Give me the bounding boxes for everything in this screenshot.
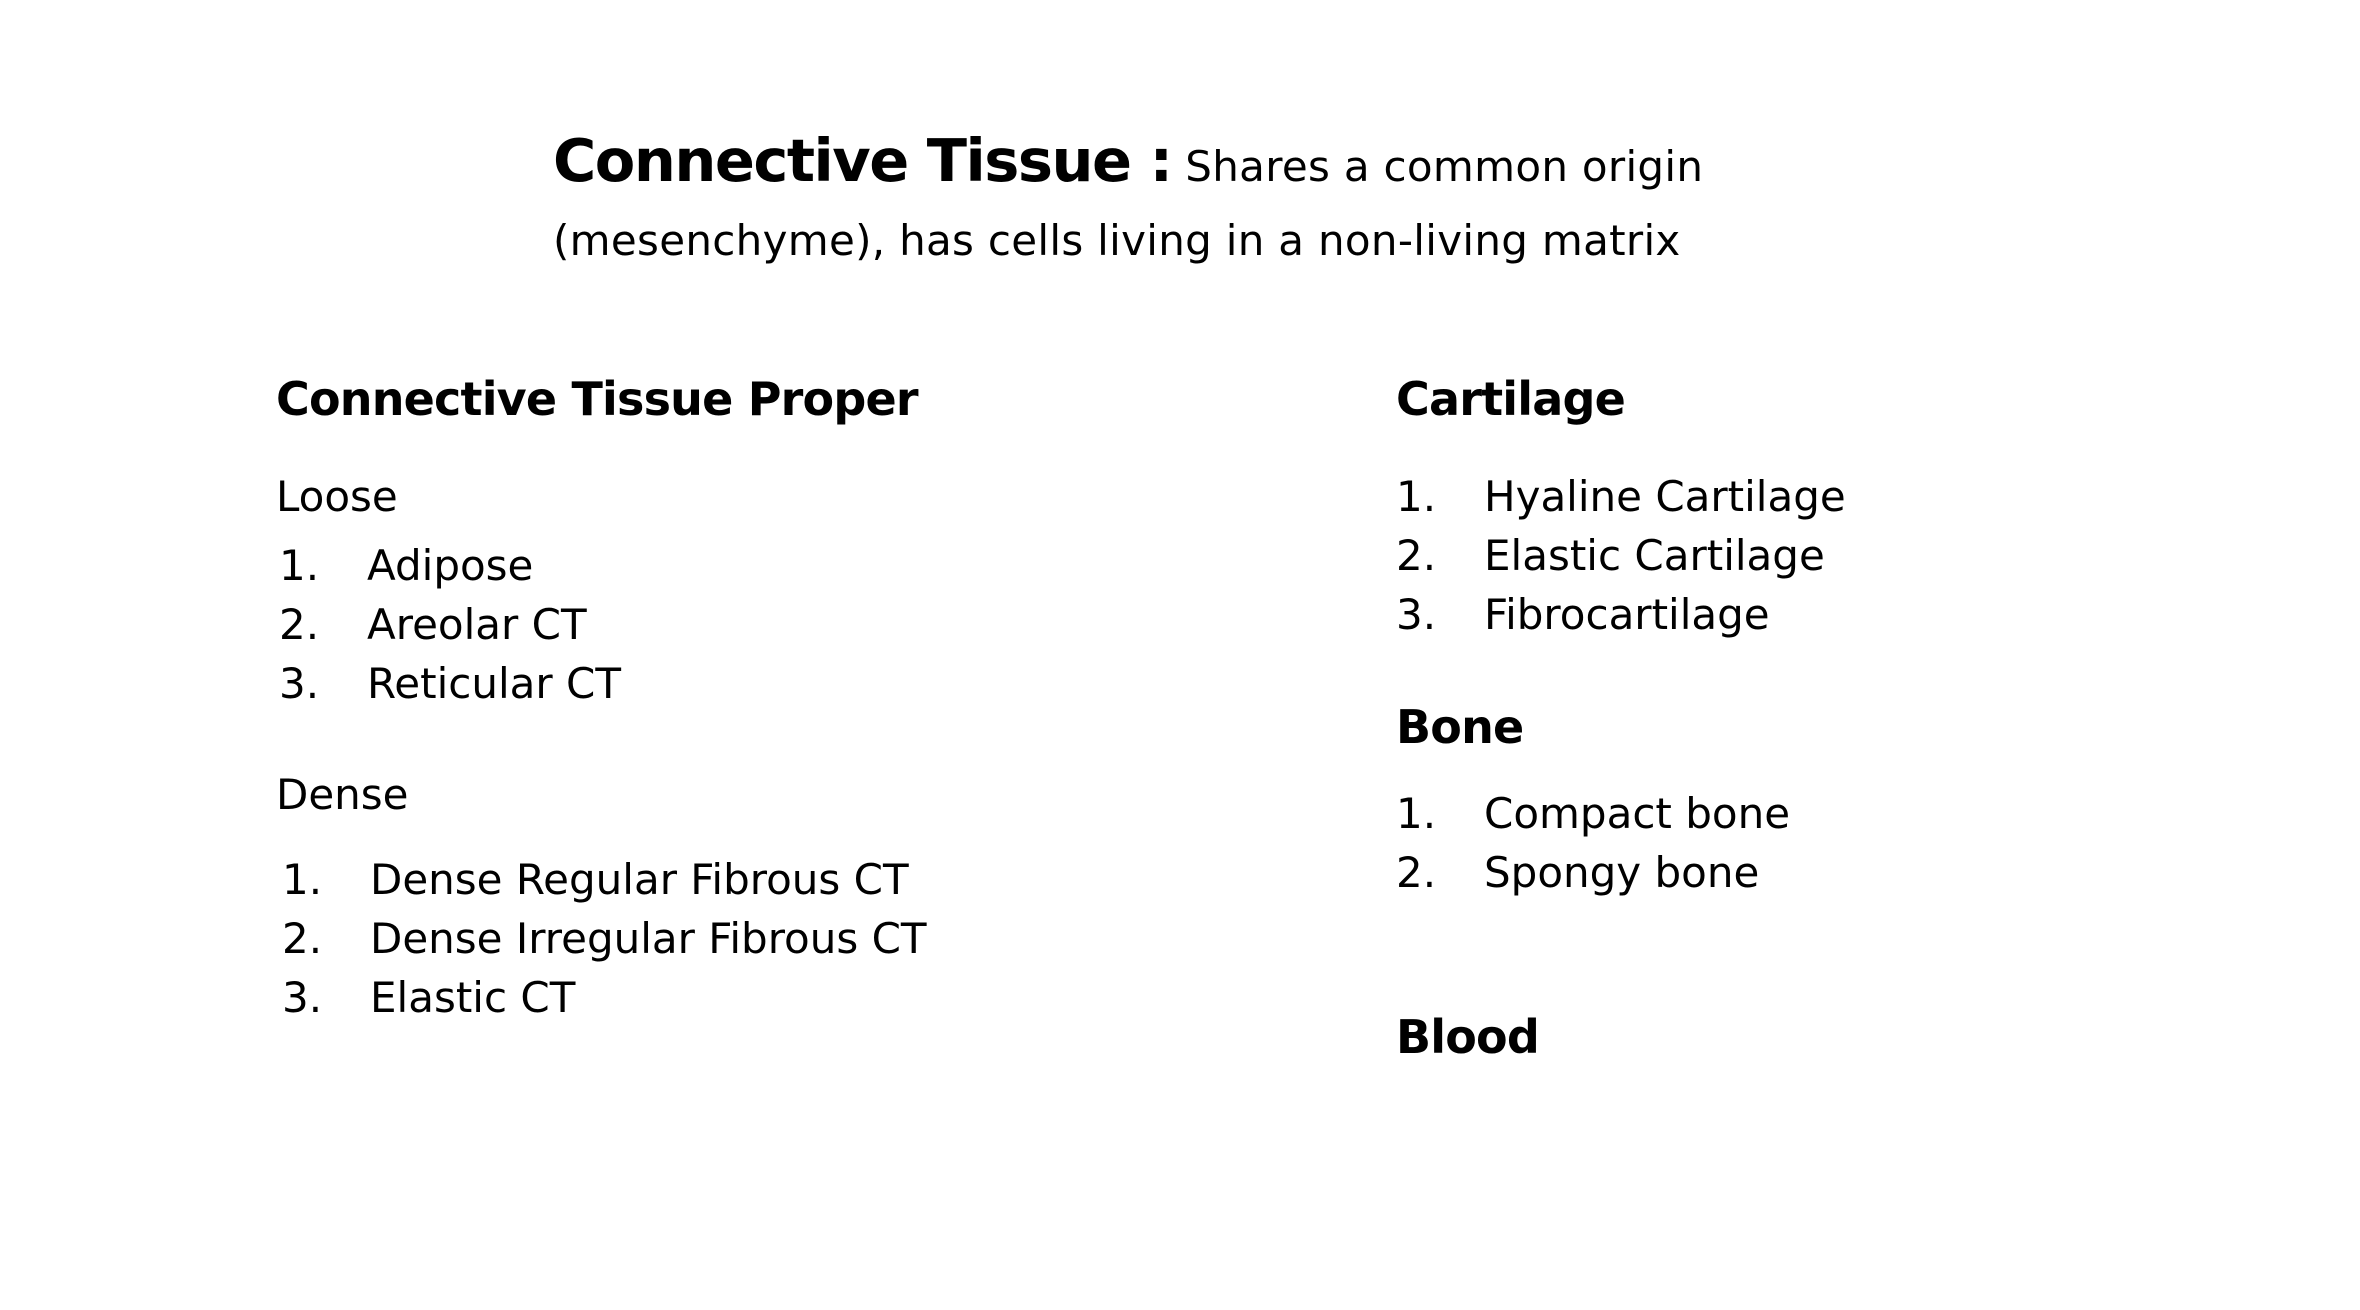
list-item <box>282 850 927 909</box>
list-text: Dense Irregular Fibrous CT <box>370 914 927 963</box>
title-main: Connective Tissue : <box>553 126 1172 195</box>
list-text: Areolar CT <box>367 600 587 649</box>
list-text: Reticular CT <box>367 659 621 708</box>
list-number: 1. <box>279 541 320 590</box>
list-number: 1. <box>1396 789 1437 838</box>
list-number: 3. <box>282 973 323 1022</box>
bone-list <box>1396 784 1790 902</box>
list-text: Dense Regular Fibrous CT <box>370 855 909 904</box>
cartilage-list <box>1396 467 1846 644</box>
list-number: 1. <box>1396 472 1437 521</box>
cartilage-heading: Cartilage <box>1396 372 1625 426</box>
list-text: Elastic CT <box>370 973 576 1022</box>
list-item <box>1396 585 1846 644</box>
list-text: Elastic Cartilage <box>1484 531 1825 580</box>
list-item <box>279 595 621 654</box>
slide-title <box>553 128 1803 282</box>
list-item <box>282 968 927 1027</box>
list-text: Compact bone <box>1484 789 1791 838</box>
list-item <box>279 536 621 595</box>
loose-label: Loose <box>276 472 398 521</box>
title-desc-line1: Shares a common origin <box>1171 142 1704 191</box>
ct-proper-heading: Connective Tissue Proper <box>276 372 918 426</box>
list-number: 2. <box>1396 848 1437 897</box>
list-text: Spongy bone <box>1484 848 1760 897</box>
list-number: 2. <box>282 914 323 963</box>
list-item <box>1396 526 1846 585</box>
title-desc-line2: (mesenchyme), has cells living in a non-living matrix <box>553 216 1681 265</box>
list-number: 3. <box>279 659 320 708</box>
bone-heading: Bone <box>1396 700 1524 754</box>
list-number: 2. <box>279 600 320 649</box>
list-item <box>1396 784 1790 843</box>
list-number: 1. <box>282 855 323 904</box>
blood-heading: Blood <box>1396 1010 1539 1064</box>
list-item <box>1396 843 1790 902</box>
list-text: Adipose <box>367 541 534 590</box>
list-text: Fibrocartilage <box>1484 590 1770 639</box>
dense-label: Dense <box>276 770 409 819</box>
list-item <box>279 654 621 713</box>
loose-list <box>279 536 621 713</box>
list-item <box>282 909 927 968</box>
list-item <box>1396 467 1846 526</box>
dense-list <box>282 850 927 1027</box>
list-number: 2. <box>1396 531 1437 580</box>
list-text: Hyaline Cartilage <box>1484 472 1846 521</box>
list-number: 3. <box>1396 590 1437 639</box>
